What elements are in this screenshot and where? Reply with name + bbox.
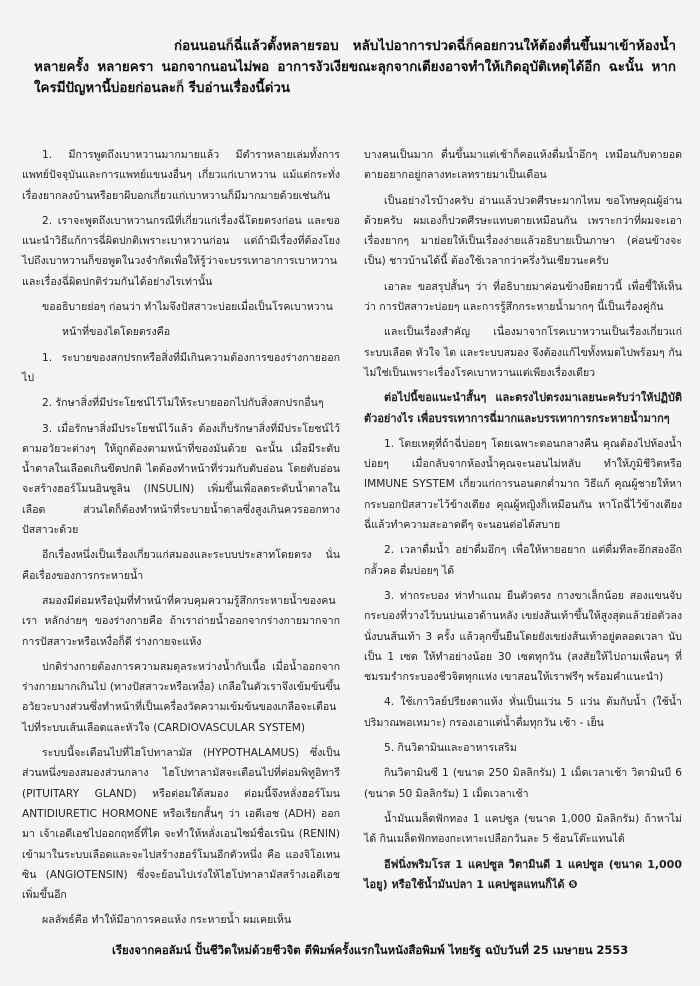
paragraph: 1. มีการพูดถึงเบาหวานมากมายแล้ว มีตำราหลายเล่มทั้งการแพทย์ปัจจุบันและการแพทย์แขนงอื่นๆ เกี่ยวแก่เบาหวาน แม้แต่กระทั่งเรื่องยากลงบ้านหรือยาผีบอกเกี่ยวแก่เบาหวานก็มีมากมายด้วยเช่นกัน	[22, 149, 340, 202]
left-column	[22, 145, 340, 936]
paragraph: เป็นอย่างไรบ้างครับ อ่านแล้วปวดศีรษะมากไหม ขอโทษคุณผู้อ่านด้วยครับ ผมเองก็ปวดศีรษะแทบตายเหมือนกัน เพราะกว่าที่ผมจะเอาเรื่องยากๆ มาย่อยให้เป็นเรื่องง่ายแล้วอธิบายเป็นภาษา (ค่อนข้างจะเป็น) ชาวบ้านได้นี้ ต้องใช้เวลากว่าครึ่งวันเชียวนะครับ	[364, 194, 682, 268]
paragraph: กินวิตามินซี 1 (ขนาด 250 มิลลิกรัม) 1 เม็ดเวลาเช้า วิตามินบี 6 (ขนาด 50 มิลลิกรัม) 1 เม็ดเวลาเช้า	[364, 767, 682, 800]
paragraph: 2. เราจะพูดถึงเบาหวานกรณีที่เกี่ยวแก่เรื่องฉี่โดยตรงก่อน และขอแนะนำวิธีแก้การฉี่ผิดปกติเพราะเบาหวานก่อน แต่ถ้ามีเรื่องที่ต้องโยงไปถึงเบาหวานก็ขอพูดในวงจำกัดเพื่อให้รู้ว่าจะบรรเทาอาการเบาหวานและเรื่องฉี่ผิดปกติร่วมกันได้อย่างไรเท่านั้น	[22, 214, 340, 288]
intro-paragraph: ก่อนนอนก็ฉี่แล้วตั้งหลายรอบ หลับไปอาการปวดฉี่ก็คอยกวนให้ต้องตื่นขึ้นมาเข้าห้องน้ำหลายครั้ง หลายครา นอกจากนอนไม่พอ อาการงัวเงียขณะลุกจากเตียงอาจทำให้เกิดอุบัติเหตุได้อีก ฉะนั้น หากใครมีปัญหานี้บ่อยก่อนละก็ รีบอ่านเรื่องนี้ด่วน	[34, 39, 676, 96]
paragraph: หน้าที่ของไตโดยตรงคือ	[62, 326, 171, 339]
paragraph: อีกเรื่องหนึ่งเป็นเรื่องเกี่ยวแก่สมองและระบบประสาทโดยตรง นั่นคือเรื่องของการกระหายน้ำ	[22, 549, 340, 582]
paragraph: 1. ระบายของสกปรกหรือสิ่งที่มีเกินความต้องการของร่างกายออกไป	[22, 351, 340, 384]
paragraph: 2. รักษาสิ่งที่มีประโยชน์ไว้ไม่ให้ระบายออกไปกับสิ่งสกปรกอื่นๆ	[42, 397, 324, 410]
paragraph: อีฟนิ่งพริมโรส 1 แคปซูล วิตามินดี 1 แคปซูล (ขนาด 1,000 ไอยู) หรือใช้น้ำมันปลา 1 แคปซูลแทนก็ได้ ❺	[364, 857, 682, 891]
paragraph: 4. ใช้เกาวิลย์ปรียงตาแห้ง หั่นเป็นแว่น 5 แว่น ต้มกับน้ำ (ใช้น้ำปริมาณพอเหมาะ) กรองเอาแต่น้ำดื่มทุกวัน เช้า - เย็น	[364, 696, 682, 729]
paragraph: ระบบนี้จะเตือนไปที่ไฮโปทาลามัส (HYPOTHALAMUS) ซึ่งเป็นส่วนหนึ่งของสมองส่วนกลาง ไฮโปทาลามัสจะเตือนไปที่ต่อมพิทูอิทารี (PITUITARY GLAND) หรือต่อมใต้สมอง ต่อมนี้จึงหลั่งฮอร์โมน ANTIDIURETIC HORMONE หรือเรียกสั้นๆ ว่า เอดีเอช (ADH) ออกมา เจ้าเอดีเอชไปออกฤทธิ์ที่ไต จะทำให้หลั่งเอนไซม์ชื่อเรนิน (RENIN) เข้ามาในระบบเลือดและจะไปสร้างฮอร์โมนอีกตัวหนึ่ง คือ แองจิโอเทนซิน (ANGIOTENSIN) ซึ่งจะย้อนไปเร่งให้ไฮโปทาลามัสสร้างเอดีเอชเพิ่มขึ้นอีก	[22, 747, 340, 902]
paragraph: เอาละ ขอสรุปสั้นๆ ว่า ที่อธิบายมาค่อนข้างยืดยาวนี้ เพื่อชี้ให้เห็นว่า การปัสสาวะบ่อยๆ และการรู้สึกกระหายน้ำมากๆ นี้เป็นเรื่องคู่กัน	[364, 280, 682, 314]
paragraph: 1. โดยเหตุที่ถ้าฉี่บ่อยๆ โดยเฉพาะตอนกลางคืน คุณต้องไปห้องน้ำบ่อยๆ เมื่อกลับจากห้องน้ำคุณจะนอนไม่หลับ ทำให้ภูมิชีวิตหรือ IMMUNE SYSTEM เกี่ยวแก่การนอนตกต่ำมาก วิธีแก้ คุณผู้ชายให้หากระบอกปัสสาวะไว้ข้างเตียง คุณผู้หญิงก็เหมือนกัน หาโถฉี่ไว้ข้างเตียง ฉี่แล้วทำความสะอาดดีๆ จะนอนต่อได้สบาย	[364, 437, 682, 532]
paragraph: 3. เมื่อรักษาสิ่งมีประโยชน์ไว้แล้ว ต้องเก็บรักษาสิ่งที่มีประโยชน์ไว้ตามอวัยวะต่างๆ ให้ถูกต้องตามหน้าที่ของมันด้วย ฉะนั้น เมื่อมีระดับน้ำตาลในเลือดเกินขีดปกติ ไตต้องทำหน้าที่ร่วมกับตับอ่อน โดยตับอ่อนจะสร้างฮอร์โมนอินซูลิน (INSULIN) เพิ่มขึ้นเพื่อลดระดับน้ำตาลในเลือด ส่วนไตก็ต้องทำหน้าที่ระบายน้ำตาลซึ่งสูงเกินควรออกทางปัสสาวะด้วย	[22, 422, 340, 537]
paragraph: บางคนเป็นมาก ตื่นขึ้นมาแต่เช้าก็คอแห้งดื่มน้ำอึกๆ เหมือนกับตายอดตายอยากอยู่กลางทะเลทรายมาเป็นเดือน	[364, 149, 682, 182]
paragraph: ต่อไปนี้ขอแนะนำสั้นๆ และตรงไปตรงมาเลยนะครับว่าให้ปฏิบัติตัวอย่างไร เพื่อบรรเทาการฉี่มากและบรรเทาการกระหายน้ำมากๆ	[364, 391, 682, 425]
paragraph: 3. ท่ากระบอง ท่าทำเเถม ยืนตัวตรง กางขาเล็กน้อย สองแขนจับกระบองที่วางไว้บนบ่นเอวด้านหลัง เขย่งส้นเท้าขึ้นให้สูงสุดแล้วย่อตัวลงนั่งบนส้นเท้า 3 ครั้ง แล้วลุกขึ้นยืนโดยยังเขย่งส้นเท้าอยู่ตลอดเวลา นับเป็น 1 เซต ให้ทำอย่างน้อย 30 เซตทุกวัน (สงสัยให้ไปถามเพื่อนๆ ที่ชมรมรำกระบองชีวจิตทุกแห่ง เขาสอนให้เราฟรีๆ พร้อมคำแนะนำ)	[364, 589, 682, 684]
paragraph: ปกติร่างกายต้องการความสมดุลระหว่างน้ำกับเนื้อ เมื่อน้ำออกจากร่างกายมากเกินไป (ทางปัสสาวะหรือเหงื่อ) เกลือในตัวเราจึงเข้มข้นขึ้น อวัยวะบางส่วนซึ่งทำหน้าที่เป็นเครื่องวัดความเข้มข้นของเกลือจะเตือนไปที่ระบบเส้นเลือดและหัวใจ (CARDIOVASCULAR SYSTEM)	[22, 660, 340, 734]
paragraph: น้ำมันเมล็ดฟักทอง 1 แคปซูล (ขนาด 1,000 มิลลิกรัม) ถ้าหาไม่ได้ กินเมล็ดฟักทองกะเทาะเปลือกวันละ 5 ช้อนโต๊ะแทนได้	[364, 812, 682, 846]
paragraph: และเป็นเรื่องสำคัญ เนื่องมาจากโรคเบาหวานเป็นเรื่องเกี่ยวแก่ระบบเลือด หัวใจ ไต และระบบสมอง จึงต้องแก้ไขทั้งหมดไปพร้อมๆ กัน ไม่ใช่เป็นเพราะเรื่องโรคเบาหวานแต่เพียงเรื่องเดียว	[364, 326, 682, 379]
right-column	[364, 145, 682, 936]
paragraph: ผลลัพธ์คือ ทำให้มีอาการคอแห้ง กระหายน้ำ ผมเคยเห็น	[42, 914, 292, 927]
paragraph: ขออธิบายย่อๆ ก่อนว่า ทำไมจึงปัสสาวะบ่อยเมื่อเป็นโรคเบาหวาน	[42, 301, 333, 314]
article-columns	[22, 145, 682, 936]
paragraph: สมองมีต่อมหรือปุ่มที่ทำหน้าที่ควบคุมความรู้สึกกระหายน้ำของคนเรา หลักง่ายๆ ของร่างกายคือ ถ้าเราถ่ายน้ำออกจากร่างกายมากจากการปัสสาวะหรือเหงื่อก็ดี ร่างกายจะแห้ง	[22, 594, 340, 648]
paragraph: 5. กินวิตามินและอาหารเสริม	[384, 742, 517, 755]
source-footer: เรียงจากคอลัมน์ ปั้นชีวิตใหม่ด้วยชีวจิต ตีพิมพ์ครั้งแรกในหนังสือพิมพ์ ไทยรัฐ ฉบับวันที่ 25 เมษายน 2553	[112, 943, 629, 957]
paragraph: 2. เวลาดื่มน้ำ อย่าดื่มอึกๆ เพื่อให้หายอยาก แต่ดื่มทีละอึกสองอึก กลั้วคอ ดื่มบ่อยๆ ได้	[364, 544, 682, 577]
